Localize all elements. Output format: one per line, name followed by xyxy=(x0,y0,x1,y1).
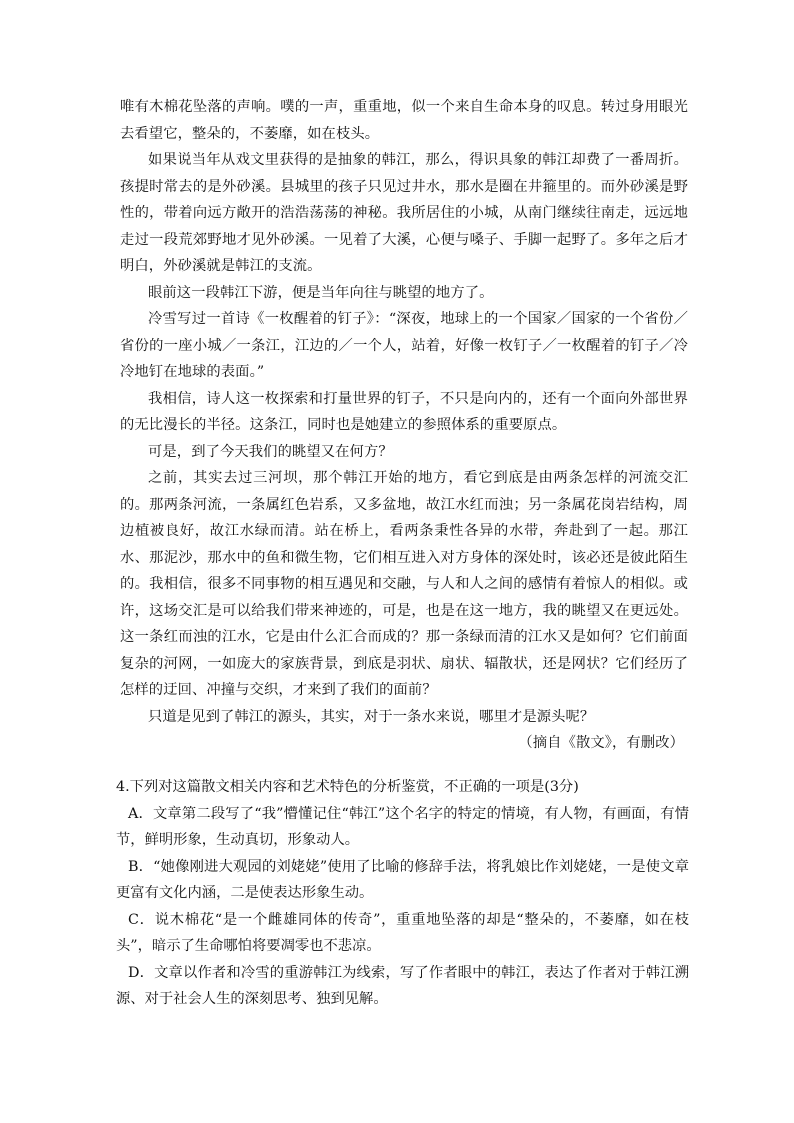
paragraph-8: 只道是见到了韩江的源头，其实，对于一条水来说，哪里才是源头呢？ xyxy=(148,708,595,725)
paragraph-4: 冷雪写过一首诗《一枚醒着的钉子》：“深夜，地球上的一个国家／国家的一个省份／省份的一座小城／一条江，江边的／一个人，站着，好像一枚钉子／一枚醒着的钉子／冷冷地钉在地球的表面。” xyxy=(120,311,688,380)
question-4 xyxy=(116,774,689,1013)
option-a: A．文章第二段写了“我”懵懂记住“韩江”这个名字的特定的情境，有人物，有画面，有情节，鲜明形象，生动真切，形象动人。 xyxy=(116,805,689,848)
paragraph-7: 之前，其实去过三河坝，那个韩江开始的地方，看它到底是由两条怎样的河流交汇的。那两条河流，一条属红色岩系，又多盆地，故江水红而浊；另一条属花岗岩结构，周边植被良好，故江水绿而清。站在桥上，看两条秉性各异的水带，奔赴到了一起。那江水、那泥沙，那水中的鱼和微生物，它们相互进入对方身体的深处时，该必还是彼此陌生的。我相信，很多不同事物的相互遇见和交融，与人和人之间的感情有着惊人的相似。或许，这场交汇是可以给我们带来神迹的，可是，也是在这一地方，我的眺望又在更远处。这一条红而浊的江水，它是由什么汇合而成的？那一条绿而清的江水又是如何？它们前面复杂的河网，一如庞大的家族背景，到底是羽状、扇状、辐散状，还是网状？它们经历了怎样的迂回、冲撞与交织，才来到了我们的面前？ xyxy=(120,470,688,698)
paragraph-1: 唯有木棉花坠落的声响。噗的一声，重重地，似一个来自生命本身的叹息。转过身用眼光去看望它，整朵的，不萎靡，如在枝头。 xyxy=(120,99,688,142)
paragraph-2: 如果说当年从戏文里获得的是抽象的韩江，那么，得识具象的韩江却费了一番周折。孩提时常去的是外砂溪。县城里的孩子只见过井水，那水是圈在井箍里的。而外砂溪是野性的，带着向远方敞开的浩浩荡荡的神秘。我所居住的小城，从南门继续往南走，远远地走过一段荒郊野地才见外砂溪。一见着了大溪，心便与嗓子、手脚一起野了。多年之后才明白，外砂溪就是韩江的支流。 xyxy=(120,152,688,274)
paragraph-6: 可是，到了今天我们的眺望又在何方？ xyxy=(148,443,393,460)
passage xyxy=(120,94,688,757)
source-citation: （摘自《散文》，有删改） xyxy=(518,735,684,751)
question-stem: 4.下列对这篇散文相关内容和艺术特色的分析鉴赏，不正确的一项是(3分) xyxy=(116,779,579,795)
option-d: D．文章以作者和冷雪的重游韩江为线索，写了作者眼中的韩江，表达了作者对于韩江溯源、对于社会人生的深刻思考、独到见解。 xyxy=(116,964,689,1007)
option-b: B．“她像刚进大观园的刘姥姥”使用了比喻的修辞手法，将乳娘比作刘姥姥，一是使文章更富有文化内涵，二是使表达形象生动。 xyxy=(116,858,689,901)
option-c: C．说木棉花“是一个雌雄同体的传奇”，重重地坠落的却是“整朵的，不萎靡，如在枝头”，暗示了生命哪怕将要凋零也不悲凉。 xyxy=(116,911,689,954)
paragraph-3: 眼前这一段韩江下游，便是当年向往与眺望的地方了。 xyxy=(148,284,494,301)
paragraph-5: 我相信，诗人这一枚探索和打量世界的钉子，不只是向内的，还有一个面向外部世界的无比漫长的半径。这条江，同时也是她建立的参照体系的重要原点。 xyxy=(120,390,688,433)
